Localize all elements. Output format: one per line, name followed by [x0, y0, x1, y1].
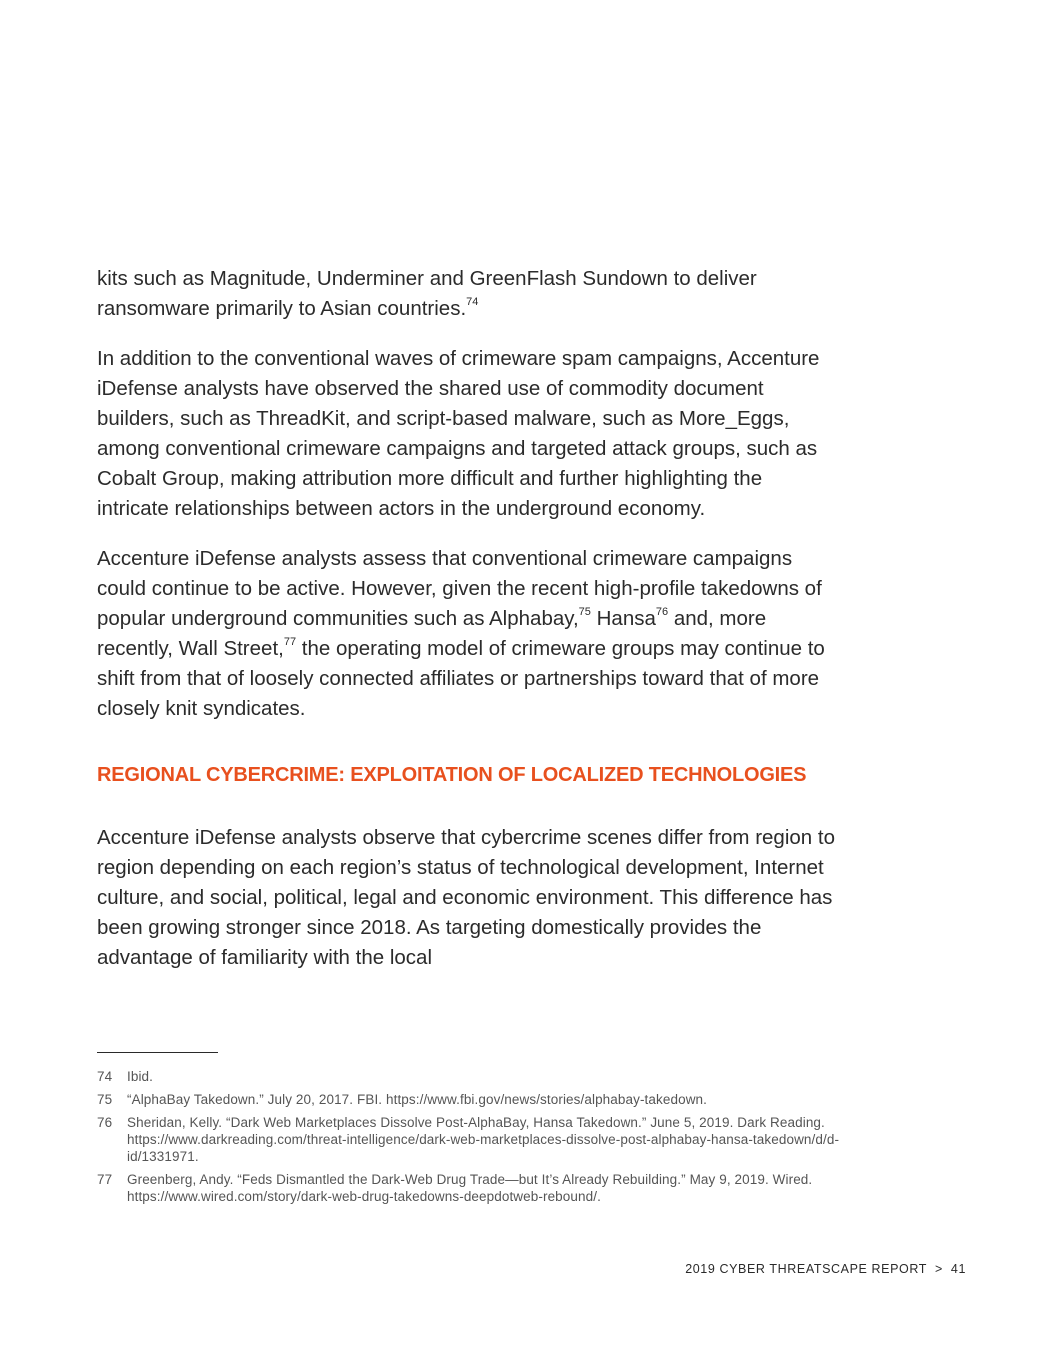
body-paragraph-4 [97, 823, 837, 973]
footnote-number: 75 [97, 1092, 113, 1107]
footnote-text: “AlphaBay Takedown.” July 20, 2017. FBI. https://www.fbi.gov/news/stories/alphabay-takedown. [127, 1092, 708, 1107]
footnote-text: Greenberg, Andy. “Feds Dismantled the Dark-Web Drug Trade—but It’s Already Rebuilding.” May 9, 2019. Wired. https://www.wired.com/story/dark-web-drug-takedowns-deepdotweb-rebound/. [127, 1172, 813, 1204]
paragraph-text-part-2: Hansa [590, 607, 656, 630]
footnote-ref-75[interactable]: 75 [578, 606, 591, 619]
footnote-item [97, 1171, 842, 1205]
footnote-ref-77[interactable]: 77 [283, 636, 297, 649]
footer-separator: > [934, 1262, 943, 1276]
page-footer [685, 1262, 966, 1276]
footnote-number: 77 [97, 1172, 113, 1187]
section-heading: REGIONAL CYBERCRIME: EXPLOITATION OF LOCALIZED TECHNOLOGIES [97, 764, 807, 786]
paragraph-text-part-3: and, more recently, Wall Street, [97, 607, 767, 660]
footnote-item [97, 1068, 842, 1085]
footnote-divider [97, 1052, 218, 1053]
footnote-item [97, 1114, 842, 1165]
body-paragraph-1 [97, 264, 837, 324]
footnote-text: Ibid. [127, 1069, 154, 1084]
paragraph-text-part-1: Accenture iDefense analysts assess that conventional crimeware campaigns could continue to be active. However, given the recent high-profile takedowns of popular underground communities such as Alphabay, [97, 547, 822, 630]
footnotes-list [97, 1068, 842, 1211]
paragraph-text: In addition to the conventional waves of crimeware spam campaigns, Accenture iDefense analysts have observed the shared use of commodity document builders, such as ThreadKit, and script-based malware, such as More_Eggs, among conventional crimeware campaigns and targeted attack groups, such as Cobalt Group, making attribution more difficult and further highlighting the intricate relationships between actors in the underground economy. [97, 347, 820, 520]
report-title: 2019 CYBER THREATSCAPE REPORT [685, 1262, 927, 1276]
footnote-number: 74 [97, 1069, 113, 1084]
paragraph-text: Accenture iDefense analysts observe that cybercrime scenes differ from region to region depending on each region’s status of technological development, Internet culture, and social, political, legal and economic environment. This difference has been growing stronger since 2018. As targeting domestically provides the advantage of familiarity with the local [97, 826, 835, 969]
footnote-number: 76 [97, 1115, 113, 1130]
footnote-item [97, 1091, 842, 1108]
body-paragraph-3 [97, 544, 837, 724]
body-paragraph-2 [97, 344, 837, 524]
paragraph-text-part-4: the operating model of crimeware groups may continue to shift from that of loosely connected affiliates or partnerships toward that of more closely knit syndicates. [97, 637, 825, 720]
footnote-ref-76[interactable]: 76 [655, 606, 669, 619]
body-column [97, 264, 837, 993]
paragraph-text: kits such as Magnitude, Underminer and GreenFlash Sundown to deliver ransomware primarily to Asian countries. [97, 267, 757, 320]
footnote-ref-74[interactable]: 74 [466, 296, 479, 309]
page-number: 41 [950, 1262, 966, 1276]
footnote-text: Sheridan, Kelly. “Dark Web Marketplaces Dissolve Post-AlphaBay, Hansa Takedown.” June 5, 2019. Dark Reading. https://www.darkreading.com/threat-intelligence/dark-web-marketplaces-dissolve-post-alphabay-hansa-takedown/d/d-id/1331971. [127, 1115, 840, 1164]
